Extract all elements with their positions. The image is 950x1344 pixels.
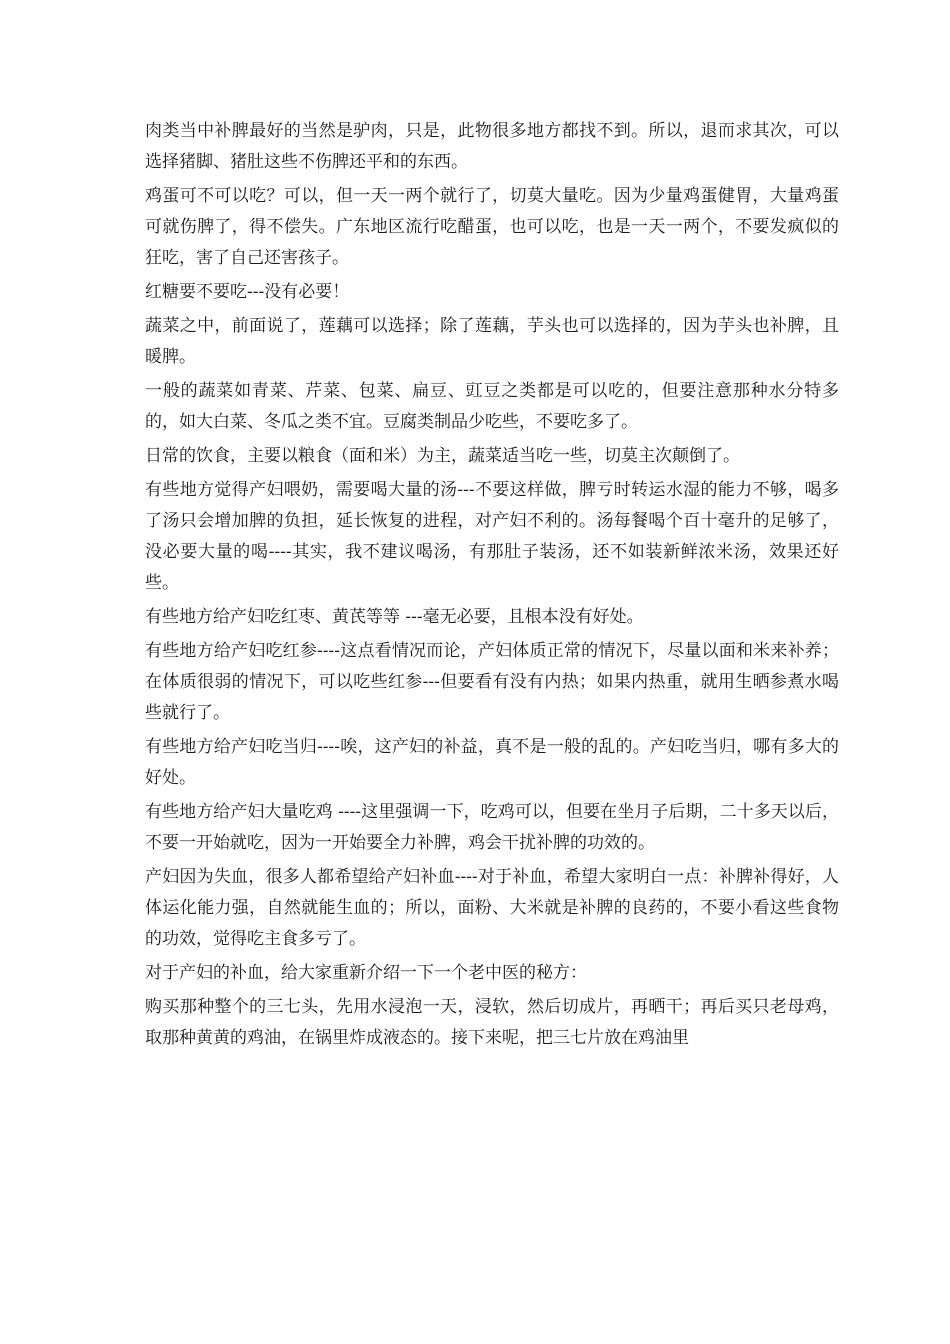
paragraph-blood-loss: 产妇因为失血，很多人都希望给产妇补血----对于补血，希望大家明白一点：补脾补得好，人体运化能力强，自然就能生血的；所以，面粉、大米就是补脾的良药的，不要小看这些食物的功效，觉得吃主食多亏了。 (145, 867, 839, 949)
paragraph-donkey-meat: 肉类当中补脾最好的当然是驴肉，只是，此物很多地方都找不到。所以，退而求其次，可以选择猪脚、猪肚这些不伤脾还平和的东西。 (145, 121, 839, 172)
paragraph-red-ginseng: 有些地方给产妇吃红参----这点看情况而论，产妇体质正常的情况下，尽量以面和米来补养；在体质很弱的情况下，可以吃些红参---但要看有没有内热；如果内热重，就用生晒参煮水喝些就行了。 (145, 641, 839, 723)
paragraph-red-dates: 有些地方给产妇吃红枣、黄芪等等 ---毫无必要，且根本没有好处。 (145, 607, 644, 627)
paragraph-brown-sugar: 红糖要不要吃---没有必要！ (145, 282, 350, 302)
paragraph-angelica: 有些地方给产妇吃当归----唉，这产妇的补益，真不是一般的乱的。产妇吃当归，哪有多大的好处。 (145, 737, 839, 788)
paragraph-soup: 有些地方觉得产妇喂奶，需要喝大量的汤---不要这样做，脾亏时转运水湿的能力不够，喝多了汤只会增加脾的负担，延长恢复的进程，对产妇不利的。汤每餐喝个百十毫升的足够了，没必要大量的喝----其实，我不建议喝汤，有那肚子装汤，还不如装新鲜浓米汤，效果还好些。 (145, 480, 839, 593)
paragraph-remedy-intro: 对于产妇的补血，给大家重新介绍一下一个老中医的秘方： (145, 963, 587, 983)
paragraph-vegetables-lotus-taro: 蔬菜之中，前面说了，莲藕可以选择；除了莲藕，芋头也可以选择的，因为芋头也补脾，且暖脾。 (145, 316, 839, 367)
paragraph-chicken: 有些地方给产妇大量吃鸡 ----这里强调一下，吃鸡可以，但要在坐月子后期，二十多天以后，不要一开始就吃，因为一开始要全力补脾，鸡会干扰补脾的功效的。 (145, 802, 839, 853)
paragraph-eggs: 鸡蛋可不可以吃？可以，但一天一两个就行了，切莫大量吃。因为少量鸡蛋健胃，大量鸡蛋可就伤脾了，得不偿失。广东地区流行吃醋蛋，也可以吃，也是一天一两个，不要发疯似的狂吃，害了自己还害孩子。 (145, 186, 839, 268)
paragraph-daily-diet: 日常的饮食，主要以粮食（面和米）为主，蔬菜适当吃一些，切莫主次颠倒了。 (145, 446, 740, 466)
document-body (145, 116, 839, 1057)
paragraph-common-vegetables: 一般的蔬菜如青菜、芹菜、包菜、扁豆、豇豆之类都是可以吃的，但要注意那种水分特多的，如大白菜、冬瓜之类不宜。豆腐类制品少吃些，不要吃多了。 (145, 381, 839, 432)
paragraph-remedy-steps: 购买那种整个的三七头，先用水浸泡一天，浸软，然后切成片，再晒干；再后买只老母鸡，取那种黄黄的鸡油，在锅里炸成液态的。接下来呢，把三七片放在鸡油里 (145, 997, 839, 1048)
